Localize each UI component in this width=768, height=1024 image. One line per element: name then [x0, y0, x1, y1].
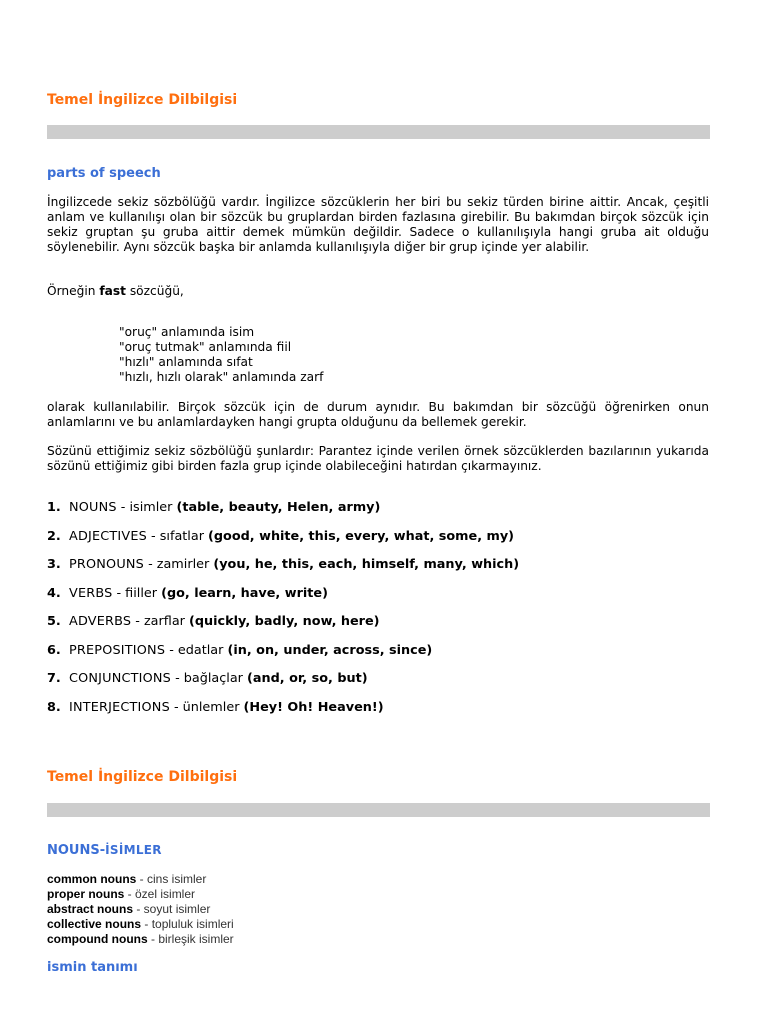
noun-types-list — [47, 872, 234, 947]
section-title-2: Temel İngilizce Dilbilgisi — [47, 769, 238, 785]
pos-examples: (and, or, so, but) — [247, 671, 368, 686]
example-word: fast — [99, 284, 126, 298]
pos-item-adverbs — [47, 612, 519, 641]
pos-examples: (in, on, under, across, since) — [227, 642, 433, 658]
nouns-heading-small: İSİMLER — [105, 843, 162, 857]
pos-term: NOUNS — [69, 500, 117, 515]
noun-type-desc: - özel isimler — [124, 887, 196, 901]
noun-type-item — [47, 887, 234, 902]
nouns-heading-bold: NOUNS- — [47, 843, 106, 858]
noun-type-desc: - soyut isimler — [133, 902, 211, 916]
noun-type-term: collective nouns — [47, 917, 142, 931]
parts-of-speech-list — [47, 498, 519, 726]
example-suffix: sözcüğü, — [125, 284, 184, 298]
pos-number: 2. — [47, 528, 61, 544]
pos-number: 4. — [47, 585, 61, 601]
section-title: Temel İngilizce Dilbilgisi — [47, 92, 238, 108]
pos-term: INTERJECTIONS — [69, 699, 170, 715]
pos-translation: - zamirler — [144, 557, 214, 572]
example-line — [47, 284, 709, 299]
divider-bar-2 — [47, 803, 710, 817]
noun-type-item — [47, 902, 234, 917]
intro-paragraph: İngilizcede sekiz sözbölüğü vardır. İngilizce sözcüklerin her biri bu sekiz türden birine aittir. Ancak, çeşitli anlam ve kullanılışı olan bir sözcük bu gruplardan birden fazlasına girebilir. Bu bakımdan birçok sözcük için sekiz gruptan şu gruba aittir demek mümkün değildir. Sadece o kullanılışıyla hangi gruba ait olduğu söylenebilir. Aynı sözcük başka bir anlamda kullanılışıyla diğer bir grup içinde yer alabilir. — [47, 195, 709, 254]
pos-item-adjectives — [47, 527, 519, 556]
pos-item-conjunctions — [47, 669, 519, 698]
pos-item-nouns — [47, 498, 519, 527]
meaning-item: "oruç" anlamında isim — [119, 325, 255, 339]
pos-term: PRONOUNS — [69, 557, 144, 572]
noun-type-desc: - topluluk isimleri — [141, 917, 234, 931]
pos-term: CONJUNCTIONS — [69, 671, 171, 686]
pos-examples: (you, he, this, each, himself, many, which) — [213, 557, 520, 572]
pos-number: 5. — [47, 614, 61, 629]
pos-item-pronouns — [47, 555, 519, 584]
example-prefix: Örneğin — [47, 284, 100, 298]
noun-type-term: compound nouns — [47, 932, 148, 946]
pos-translation: - ünlemler — [169, 699, 244, 715]
pos-translation: - edatlar — [165, 642, 228, 658]
pos-item-verbs — [47, 584, 519, 613]
pos-examples: (Hey! Oh! Heaven!) — [243, 699, 384, 715]
pos-number: 7. — [47, 671, 61, 686]
pos-term: VERBS — [69, 585, 113, 601]
pos-examples: (quickly, badly, now, here) — [189, 614, 380, 629]
pos-translation: - zarflar — [131, 614, 190, 629]
pos-term: ADJECTIVES — [69, 528, 147, 544]
noun-type-desc: - cins isimler — [136, 872, 207, 886]
pos-number: 6. — [47, 642, 61, 658]
meaning-item: "oruç tutmak" anlamında fiil — [119, 340, 292, 354]
pos-number: 8. — [47, 699, 61, 715]
pos-term: ADVERBS — [69, 614, 132, 629]
noun-type-item — [47, 932, 234, 947]
pos-item-prepositions — [47, 641, 519, 670]
pos-translation: - isimler — [116, 500, 177, 515]
noun-type-item — [47, 917, 234, 932]
pos-item-interjections — [47, 698, 519, 727]
noun-type-term: abstract nouns — [47, 902, 134, 916]
pos-translation: - sıfatlar — [146, 528, 209, 544]
noun-definition-heading: ismin tanımı — [47, 960, 138, 975]
pos-term: PREPOSITIONS — [69, 642, 166, 658]
meaning-item: "hızlı, hızlı olarak" anlamında zarf — [119, 370, 324, 384]
noun-type-term: common nouns — [47, 872, 137, 886]
noun-type-item — [47, 872, 234, 887]
pos-number: 1. — [47, 500, 61, 515]
pos-examples: (table, beauty, Helen, army) — [176, 500, 381, 515]
meaning-list — [119, 325, 323, 385]
nouns-heading — [47, 843, 162, 858]
divider-bar — [47, 125, 710, 139]
meaning-item: "hızlı" anlamında sıfat — [119, 355, 253, 369]
pos-translation: - bağlaçlar — [171, 671, 248, 686]
list-intro-paragraph: Sözünü ettiğimiz sekiz sözbölüğü şunlardır: Parantez içinde verilen örnek sözcüklerden bazılarının yukarıda sözünü ettiğimiz gibi birden fazla grup içinde olabileceğini hatırdan çıkarmayınız. — [47, 444, 709, 473]
pos-examples: (go, learn, have, write) — [161, 585, 328, 601]
section-subtitle: parts of speech — [47, 166, 161, 181]
pos-examples: (good, white, this, every, what, some, my) — [208, 528, 515, 544]
noun-type-term: proper nouns — [47, 887, 125, 901]
pos-number: 3. — [47, 557, 61, 572]
usage-paragraph: olarak kullanılabilir. Birçok sözcük için de durum aynıdır. Bu bakımdan bir sözcüğü öğrenirken onun anlamlarını ve bu anlamlardayken hangi grupta olduğunu da bellemek gerekir. — [47, 400, 709, 429]
noun-type-desc: - birleşik isimler — [147, 932, 234, 946]
pos-translation: - fiiller — [112, 585, 162, 601]
